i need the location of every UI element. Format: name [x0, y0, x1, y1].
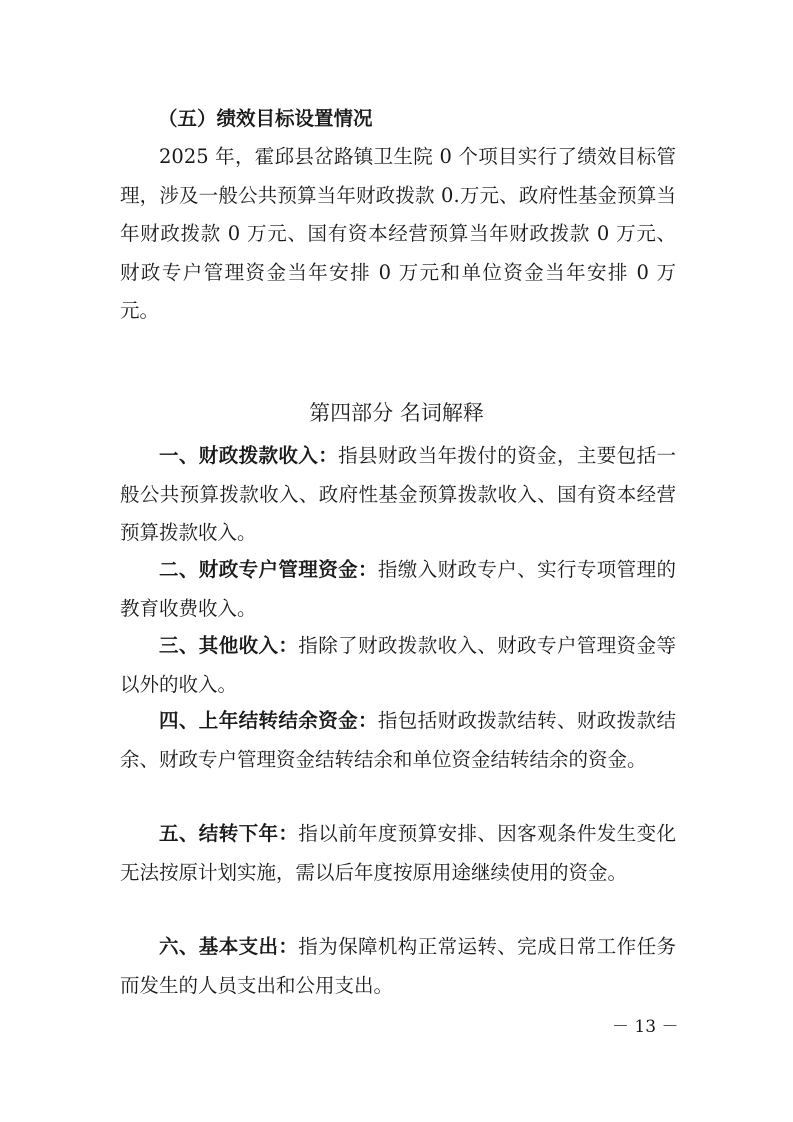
section-body-block	[120, 138, 676, 331]
term-paragraph	[120, 928, 676, 1005]
term-block-2	[120, 551, 676, 628]
term-definition: 指县财政当年拨付的资金，主要包括一般公共预算拨款收入、政府性基金预算拨款收入、国有资本经营预算拨款收入。	[120, 444, 676, 544]
term-block-1	[120, 437, 676, 553]
term-label: 五、结转下年：	[159, 822, 299, 845]
term-block-5	[120, 815, 676, 892]
term-label: 三、其他收入：	[159, 634, 299, 657]
term-block-6	[120, 928, 676, 1005]
section-body-paragraph: 2025 年，霍邱县岔路镇卫生院 0 个项目实行了绩效目标管理，涉及一般公共预算当年财政拨款 0.万元、政府性基金预算当年财政拨款 0 万元、国有资本经营预算当年财政拨款 0 万元、财政专户管理资金当年安排 0 万元和单位资金当年安排 0 万元。	[120, 145, 676, 322]
term-label: 二、财政专户管理资金：	[159, 558, 378, 581]
term-definition: 指除了财政拨款收入、财政专户管理资金等以外的收入。	[120, 634, 676, 696]
term-paragraph	[120, 702, 676, 779]
term-label: 六、基本支出：	[159, 935, 299, 958]
section-heading: （五）绩效目标设置情况	[158, 107, 373, 130]
term-paragraph	[120, 815, 676, 892]
part-title: 第四部分 名词解释	[309, 401, 484, 425]
term-block-3	[120, 627, 676, 704]
term-label: 一、财政拨款收入：	[159, 444, 339, 467]
term-definition: 指为保障机构正常运转、完成日常工作任务而发生的人员支出和公用支出。	[120, 935, 676, 997]
term-definition: 指缴入财政专户、实行专项管理的教育收费收入。	[120, 558, 676, 620]
term-block-4	[120, 702, 676, 779]
page-number: － 13 －	[612, 1017, 679, 1037]
term-definition: 指包括财政拨款结转、财政拨款结余、财政专户管理资金结转结余和单位资金结转结余的资金。	[120, 709, 676, 771]
term-paragraph	[120, 437, 676, 553]
term-label: 四、上年结转结余资金：	[159, 709, 378, 732]
term-paragraph	[120, 627, 676, 704]
term-paragraph	[120, 551, 676, 628]
term-definition: 指以前年度预算安排、因客观条件发生变化无法按原计划实施，需以后年度按原用途继续使用的资金。	[120, 822, 676, 884]
